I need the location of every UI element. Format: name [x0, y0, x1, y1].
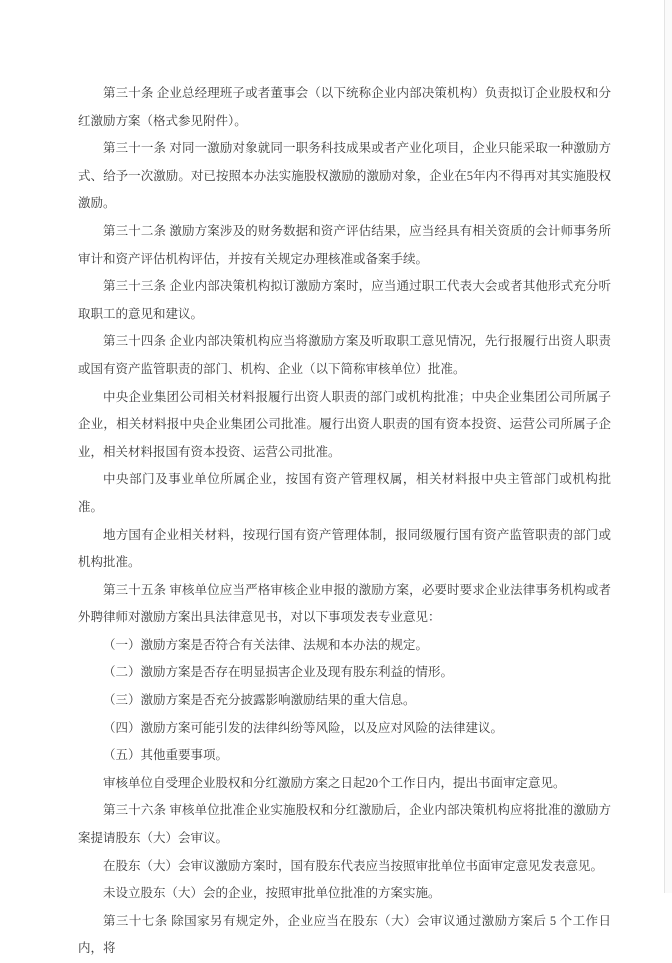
document-body: [78, 80, 611, 963]
paragraph: （四）激励方案可能引发的法律纠纷等风险，以及应对风险的法律建议。: [103, 720, 504, 735]
paragraph: 未设立股东（大）会的企业，按照审批单位批准的方案实施。: [103, 886, 441, 901]
paragraph: 第三十四条 企业内部决策机构应当将激励方案及听取职工意见情况，先行报履行出资人职责或国有资产监管职责的部门、机构、企业（以下简称审核单位）批准。: [78, 334, 611, 376]
paragraph: 第三十二条 激励方案涉及的财务数据和资产评估结果，应当经具有相关资质的会计师事务所审计和资产评估机构评估，并按有关规定办理核准或备案手续。: [78, 223, 611, 266]
paragraph: 第三十条 企业总经理班子或者董事会（以下统称企业内部决策机构）负责拟订企业股权和分红激励方案（格式参见附件）。: [78, 86, 611, 128]
paragraph: （一）激励方案是否符合有关法律、法规和本办法的规定。: [103, 637, 429, 652]
paragraph: 第三十三条 企业内部决策机构拟订激励方案时，应当通过职工代表大会或者其他形式充分听取职工的意见和建议。: [78, 279, 611, 321]
paragraph: 第三十一条 对同一激励对象就同一职务科技成果或者产业化项目，企业只能采取一种激励方式、给予一次激励。对已按照本办法实施股权激励的激励对象，企业在5年内不得再对其实施股权激励。: [78, 141, 611, 211]
paragraph: （二）激励方案是否存在明显损害企业及现有股东利益的情形。: [103, 665, 454, 680]
page-right-gutter: [665, 0, 672, 893]
paragraph: （五）其他重要事项。: [103, 748, 229, 763]
paragraph: 中央部门及事业单位所属企业，按国有资产管理权属，相关材料报中央主管部门或机构批准。: [78, 472, 611, 514]
paragraph: （三）激励方案是否充分披露影响激励结果的重大信息。: [103, 693, 416, 708]
paragraph: 地方国有企业相关材料，按现行国有资产管理体制，报同级履行国有资产监管职责的部门或机构批准。: [78, 527, 611, 570]
paragraph: 在股东（大）会审议激励方案时，国有股东代表应当按照审批单位书面审定意见发表意见。: [103, 858, 604, 873]
paragraph: 第三十七条 除国家另有规定外，企业应当在股东（大）会审议通过激励方案后 5 个工作日内，将: [78, 913, 611, 956]
paragraph: 第三十五条 审核单位应当严格审核企业申报的激励方案，必要时要求企业法律事务机构或者外聘律师对激励方案出具法律意见书，对以下事项发表专业意见：: [78, 582, 611, 625]
paragraph: 中央企业集团公司相关材料报履行出资人职责的部门或机构批准；中央企业集团公司所属子企业，相关材料报中央企业集团公司批准。履行出资人职责的国有资本投资、运营公司所属子企业，相关材料报国有资本投资、运营公司批准。: [78, 389, 611, 459]
paragraph: 第三十六条 审核单位批准企业实施股权和分红激励后，企业内部决策机构应将批准的激励方案提请股东（大）会审议。: [78, 803, 611, 846]
paragraph: 审核单位自受理企业股权和分红激励方案之日起20个工作日内，提出书面审定意见。: [103, 775, 566, 790]
